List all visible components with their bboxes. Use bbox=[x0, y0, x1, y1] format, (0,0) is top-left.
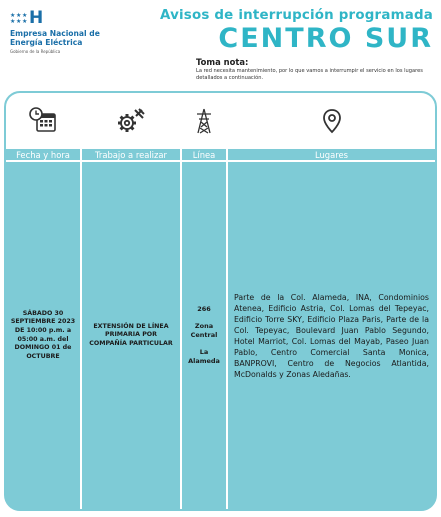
column-line bbox=[182, 93, 228, 509]
page-title: CENTRO SUR bbox=[218, 23, 433, 54]
notice-title: Toma nota: bbox=[196, 57, 249, 67]
column-header-places bbox=[228, 93, 435, 149]
notice-text: La red necesita mantenimiento, por lo que vamos a interrumpir el servicio en los lugares detallados a continuación. bbox=[196, 68, 423, 81]
column-header-line bbox=[182, 93, 226, 149]
line-zone: Zona Central bbox=[190, 322, 218, 339]
column-work bbox=[82, 93, 182, 509]
places-cell: Parte de la Col. Alameda, INA, Condominios Atenea, Edificio Astria, Col. Lomas del Tepeyac, Edificio Torre SKY, Edificio Plaza Paris, Parte de la Col. Tepeyac, Boulevard Juan Pablo Segundo, Hotel Marriot, Col. Lomas del Mayab, Paseo Juan Pablo, Centro Comercial Santa Monica, BANPROVI, Centro de Negocios Atlantida, McDonalds y Zonas Aledañas. bbox=[234, 292, 429, 379]
gear-tools-icon bbox=[115, 106, 147, 136]
line-number: 266 bbox=[197, 305, 211, 313]
logo-mark bbox=[10, 9, 130, 27]
header-label-places: Lugares bbox=[314, 149, 349, 160]
column-header-date bbox=[6, 93, 80, 149]
government-label: Gobierno de la República bbox=[10, 49, 61, 54]
power-tower-icon bbox=[194, 107, 214, 135]
header-label-work: Trabajo a realizar bbox=[95, 149, 167, 160]
interruption-table bbox=[4, 91, 437, 511]
header-label-date: Fecha y hora bbox=[16, 149, 70, 160]
line-cell bbox=[186, 305, 222, 366]
column-header-work bbox=[82, 93, 180, 149]
work-cell: EXTENSIÓN DE LÍNEA PRIMARIA POR COMPAÑÍA PARTICULAR bbox=[89, 322, 173, 347]
header-label-line: Línea bbox=[192, 149, 216, 160]
page-subtitle: Avisos de interrupción programada bbox=[159, 8, 433, 23]
date-cell: SÁBADO 30 SEPTIEMBRE 2023 DE 10:00 p.m. a 05:00 a.m. del DOMINGO 01 de OCTUBRE bbox=[10, 309, 76, 360]
company-name: Empresa Nacional de Energía Eléctrica bbox=[10, 29, 100, 47]
column-places bbox=[228, 93, 435, 509]
location-pin-icon bbox=[322, 108, 342, 134]
stars-icon: ★ ★ ★ ★ ★ ★ bbox=[10, 11, 28, 25]
notice bbox=[196, 57, 436, 82]
calendar-clock-icon bbox=[28, 106, 58, 136]
title-block bbox=[143, 8, 433, 54]
column-date bbox=[6, 93, 82, 509]
logo-letter: H bbox=[29, 8, 44, 28]
company-logo bbox=[10, 9, 130, 54]
line-area: La Alameda bbox=[188, 348, 220, 365]
